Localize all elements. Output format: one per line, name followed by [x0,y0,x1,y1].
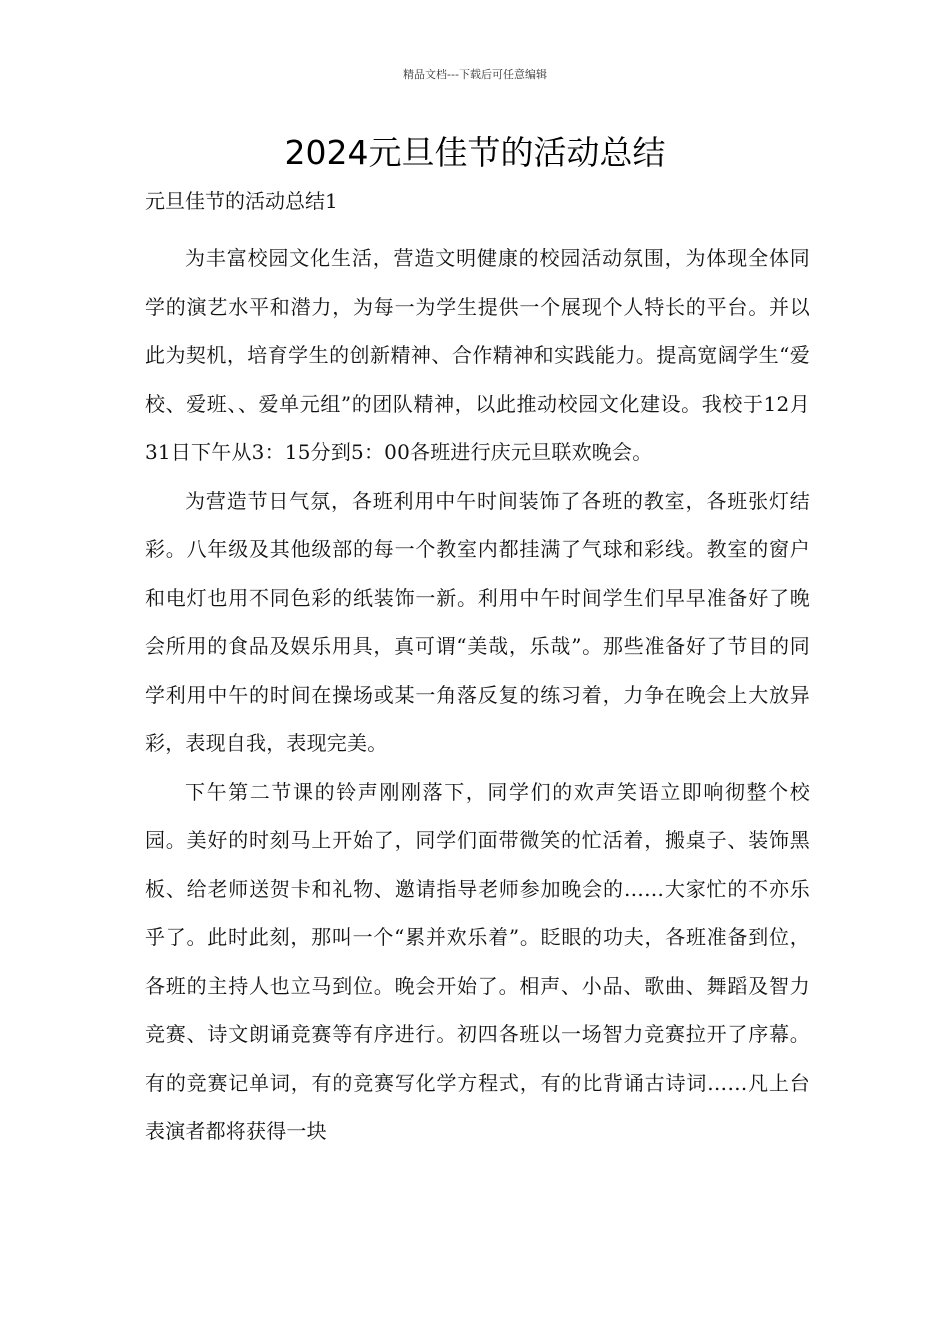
document-header-note: 精品文档---下载后可任意编辑 [403,68,547,81]
paragraph-1: 为丰富校园文化生活，营造文明健康的校园活动氛围，为体现全体同学的演艺水平和潜力，为每一为学生提供一个展现个人特长的平台。并以此为契机，培育学生的创新精神、合作精神和实践能力。提高宽阔学生“爱校、爱班、、爱单元组”的团队精神，以此推动校园文化建设。我校于12月31日下午从3：15分到5：00各班进行庆元旦联欢晚会。 [145,246,810,464]
section-heading: 元旦佳节的活动总结1 [145,189,338,213]
document-body [145,234,810,1156]
paragraph-2: 为营造节日气氛，各班利用中午时间装饰了各班的教室，各班张灯结彩。八年级及其他级部的每一个教室内都挂满了气球和彩线。教室的窗户和电灯也用不同色彩的纸装饰一新。利用中午时间学生们早早准备好了晚会所用的食品及娱乐用具，真可谓“美哉，乐哉”。那些准备好了节目的同学利用中午的时间在操场或某一角落反复的练习着，力争在晚会上大放异彩，表现自我，表现完美。 [145,488,810,755]
paragraph-3: 下午第二节课的铃声刚刚落下，同学们的欢声笑语立即响彻整个校园。美好的时刻马上开始了，同学们面带微笑的忙活着，搬桌子、装饰黑板、给老师送贺卡和礼物、邀请指导老师参加晚会的……大家忙的不亦乐乎了。此时此刻，那叫一个“累并欢乐着”。眨眼的功夫，各班准备到位，各班的主持人也立马到位。晚会开始了。相声、小品、歌曲、舞蹈及智力竞赛、诗文朗诵竞赛等有序进行。初四各班以一场智力竞赛拉开了序幕。有的竞赛记单词，有的竞赛写化学方程式，有的比背诵古诗词……凡上台表演者都将获得一块 [145,779,810,1143]
document-title: 2024元旦佳节的活动总结 [284,133,666,172]
